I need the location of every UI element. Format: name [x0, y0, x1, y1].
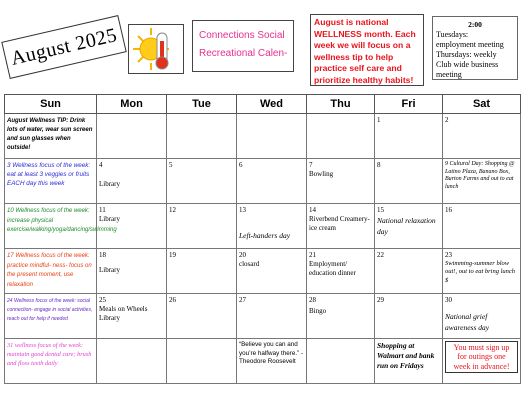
calendar-title: August 2025 — [8, 23, 120, 70]
day-event: 9 Cultural Day: Shopping @ Latino Plaza, Banano Box, Burton Farms and out to eat lunch — [445, 161, 515, 190]
week-row — [5, 114, 521, 159]
day-cell — [167, 339, 237, 384]
day-cell — [167, 294, 237, 339]
meeting-line: Thursdays: weekly — [436, 50, 497, 59]
day-number: 18 — [99, 251, 106, 259]
day-event: Riverbend Creamery- ice cream — [309, 215, 370, 232]
calendar-title-box — [1, 15, 126, 79]
day-event: National grief awareness day — [445, 312, 490, 332]
day-number: 14 — [309, 206, 316, 214]
day-cell — [97, 159, 167, 204]
day-event: Meals on Wheels Library — [99, 305, 148, 322]
day-cell — [307, 339, 375, 384]
day-cell — [375, 204, 443, 249]
weekday-header: Wed — [237, 95, 307, 114]
day-cell — [237, 294, 307, 339]
day-number: 15 — [377, 206, 384, 214]
day-number: 21 — [309, 251, 316, 259]
day-number: 16 — [445, 206, 452, 214]
day-cell — [5, 114, 97, 159]
meeting-schedule-box — [432, 16, 518, 80]
day-cell — [307, 114, 375, 159]
day-number: 6 — [239, 161, 243, 169]
day-event: Bowling — [309, 170, 334, 178]
day-cell — [375, 159, 443, 204]
weekday-header: Fri — [375, 95, 443, 114]
meeting-line: Tuesdays: — [436, 30, 469, 39]
week-row — [5, 204, 521, 249]
day-cell — [5, 249, 97, 294]
day-number: 4 — [99, 161, 103, 169]
day-event: closard — [239, 260, 260, 268]
weekday-header: Sun — [5, 95, 97, 114]
wellness-month-note — [310, 14, 424, 86]
day-number: 26 — [169, 296, 176, 304]
day-number: 29 — [377, 296, 384, 304]
day-number: 19 — [169, 251, 176, 259]
day-cell — [167, 159, 237, 204]
day-cell — [97, 339, 167, 384]
week-row — [5, 249, 521, 294]
meeting-line: employment meeting — [436, 40, 504, 49]
day-cell — [97, 294, 167, 339]
day-cell — [443, 159, 521, 204]
calendar-name: Connections Social Recreational Calen- — [199, 30, 288, 59]
day-number: 22 — [377, 251, 384, 259]
sun-thermometer-icon — [129, 25, 183, 73]
day-cell — [443, 294, 521, 339]
day-cell — [97, 114, 167, 159]
day-event: Bingo — [309, 307, 327, 315]
meeting-line: meeting — [436, 70, 462, 79]
day-number: 20 — [239, 251, 246, 259]
day-cell — [97, 249, 167, 294]
day-cell — [167, 204, 237, 249]
week-row — [5, 294, 521, 339]
calendar-name-box — [192, 20, 294, 72]
day-cell — [167, 114, 237, 159]
day-cell — [5, 159, 97, 204]
day-number: 30 — [445, 296, 452, 304]
day-event: Employment/ education dinner — [309, 260, 356, 277]
day-number: 5 — [169, 161, 173, 169]
day-event: Library — [99, 180, 120, 188]
day-cell — [307, 249, 375, 294]
weekday-header-row — [5, 95, 521, 114]
week-row — [5, 159, 521, 204]
day-cell — [375, 339, 443, 384]
day-number: 23 — [445, 251, 452, 259]
day-cell — [97, 204, 167, 249]
day-cell — [443, 114, 521, 159]
day-cell — [443, 249, 521, 294]
wellness-tip: 17 Wellness focus of the week: practice mindful- ness- focus on the present moment, use relaxation — [7, 253, 92, 288]
calendar-grid — [4, 94, 521, 384]
weekday-header: Mon — [97, 95, 167, 114]
day-event: Library — [99, 215, 120, 223]
day-cell — [237, 159, 307, 204]
signup-notice — [445, 341, 518, 373]
wellness-tip: 3 Wellness focus of the week: eat at least 3 veggies or fruits EACH day this week — [7, 162, 91, 188]
weekday-header: Sat — [443, 95, 521, 114]
day-event: Swimming-summer blow out!, out to eat bring lunch $ — [445, 260, 516, 284]
day-cell — [307, 294, 375, 339]
weekday-header: Tue — [167, 95, 237, 114]
day-event: Library — [99, 266, 120, 274]
day-number: 25 — [99, 296, 106, 304]
day-cell — [237, 204, 307, 249]
wellness-tip: 31 wellness focus of the week: maintain good dental care; brush and floss teeth daily — [7, 342, 92, 367]
quote-text: “Believe you can and you’re halfway there.” - Theodore Roosevelt — [239, 341, 304, 366]
day-number: 28 — [309, 296, 316, 304]
day-cell — [443, 339, 521, 384]
day-cell — [237, 249, 307, 294]
day-number: 7 — [309, 161, 313, 169]
day-cell — [307, 204, 375, 249]
sun-thermometer-image — [128, 24, 184, 74]
day-cell — [375, 114, 443, 159]
day-number: 27 — [239, 296, 246, 304]
day-number: 12 — [169, 206, 176, 214]
day-cell — [237, 339, 307, 384]
wellness-tip: August Wellness TIP: Drink lots of water, wear sun screen and sun glasses when outside! — [7, 118, 93, 151]
meeting-time: 2:00 — [468, 20, 482, 29]
day-cell — [5, 294, 97, 339]
day-cell — [443, 204, 521, 249]
day-number: 2 — [445, 116, 449, 124]
day-event: National relaxation day — [377, 216, 436, 236]
signup-notice-text: You must sign up for outings one week in advance! — [453, 343, 510, 371]
day-cell — [375, 294, 443, 339]
day-event: Left-handers day — [239, 231, 291, 240]
day-cell — [237, 114, 307, 159]
day-cell — [5, 339, 97, 384]
week-row — [5, 339, 521, 384]
day-number: 8 — [377, 161, 381, 169]
weekday-header: Thu — [307, 95, 375, 114]
day-cell — [167, 249, 237, 294]
day-number: 11 — [99, 206, 106, 214]
meeting-line: Club wide business — [436, 60, 499, 69]
wellness-tip: 10 Wellness focus of the week: increase physical exercise/walking/yoga/dancing/swimming — [7, 208, 117, 234]
day-cell — [307, 159, 375, 204]
day-number: 1 — [377, 116, 381, 124]
day-cell — [375, 249, 443, 294]
day-event: Shopping at Walmart and bank run on Fridays — [377, 341, 435, 370]
wellness-tip: 24 Wellness focus of the week: social connection- engage in social activities, reach out for help if needed — [7, 298, 93, 322]
wellness-note-text: August is national WELLNESS month. Each week we will focus on a wellness tip to help practice self care and prioritize healthy habits! — [314, 17, 416, 85]
day-number: 13 — [239, 206, 246, 214]
